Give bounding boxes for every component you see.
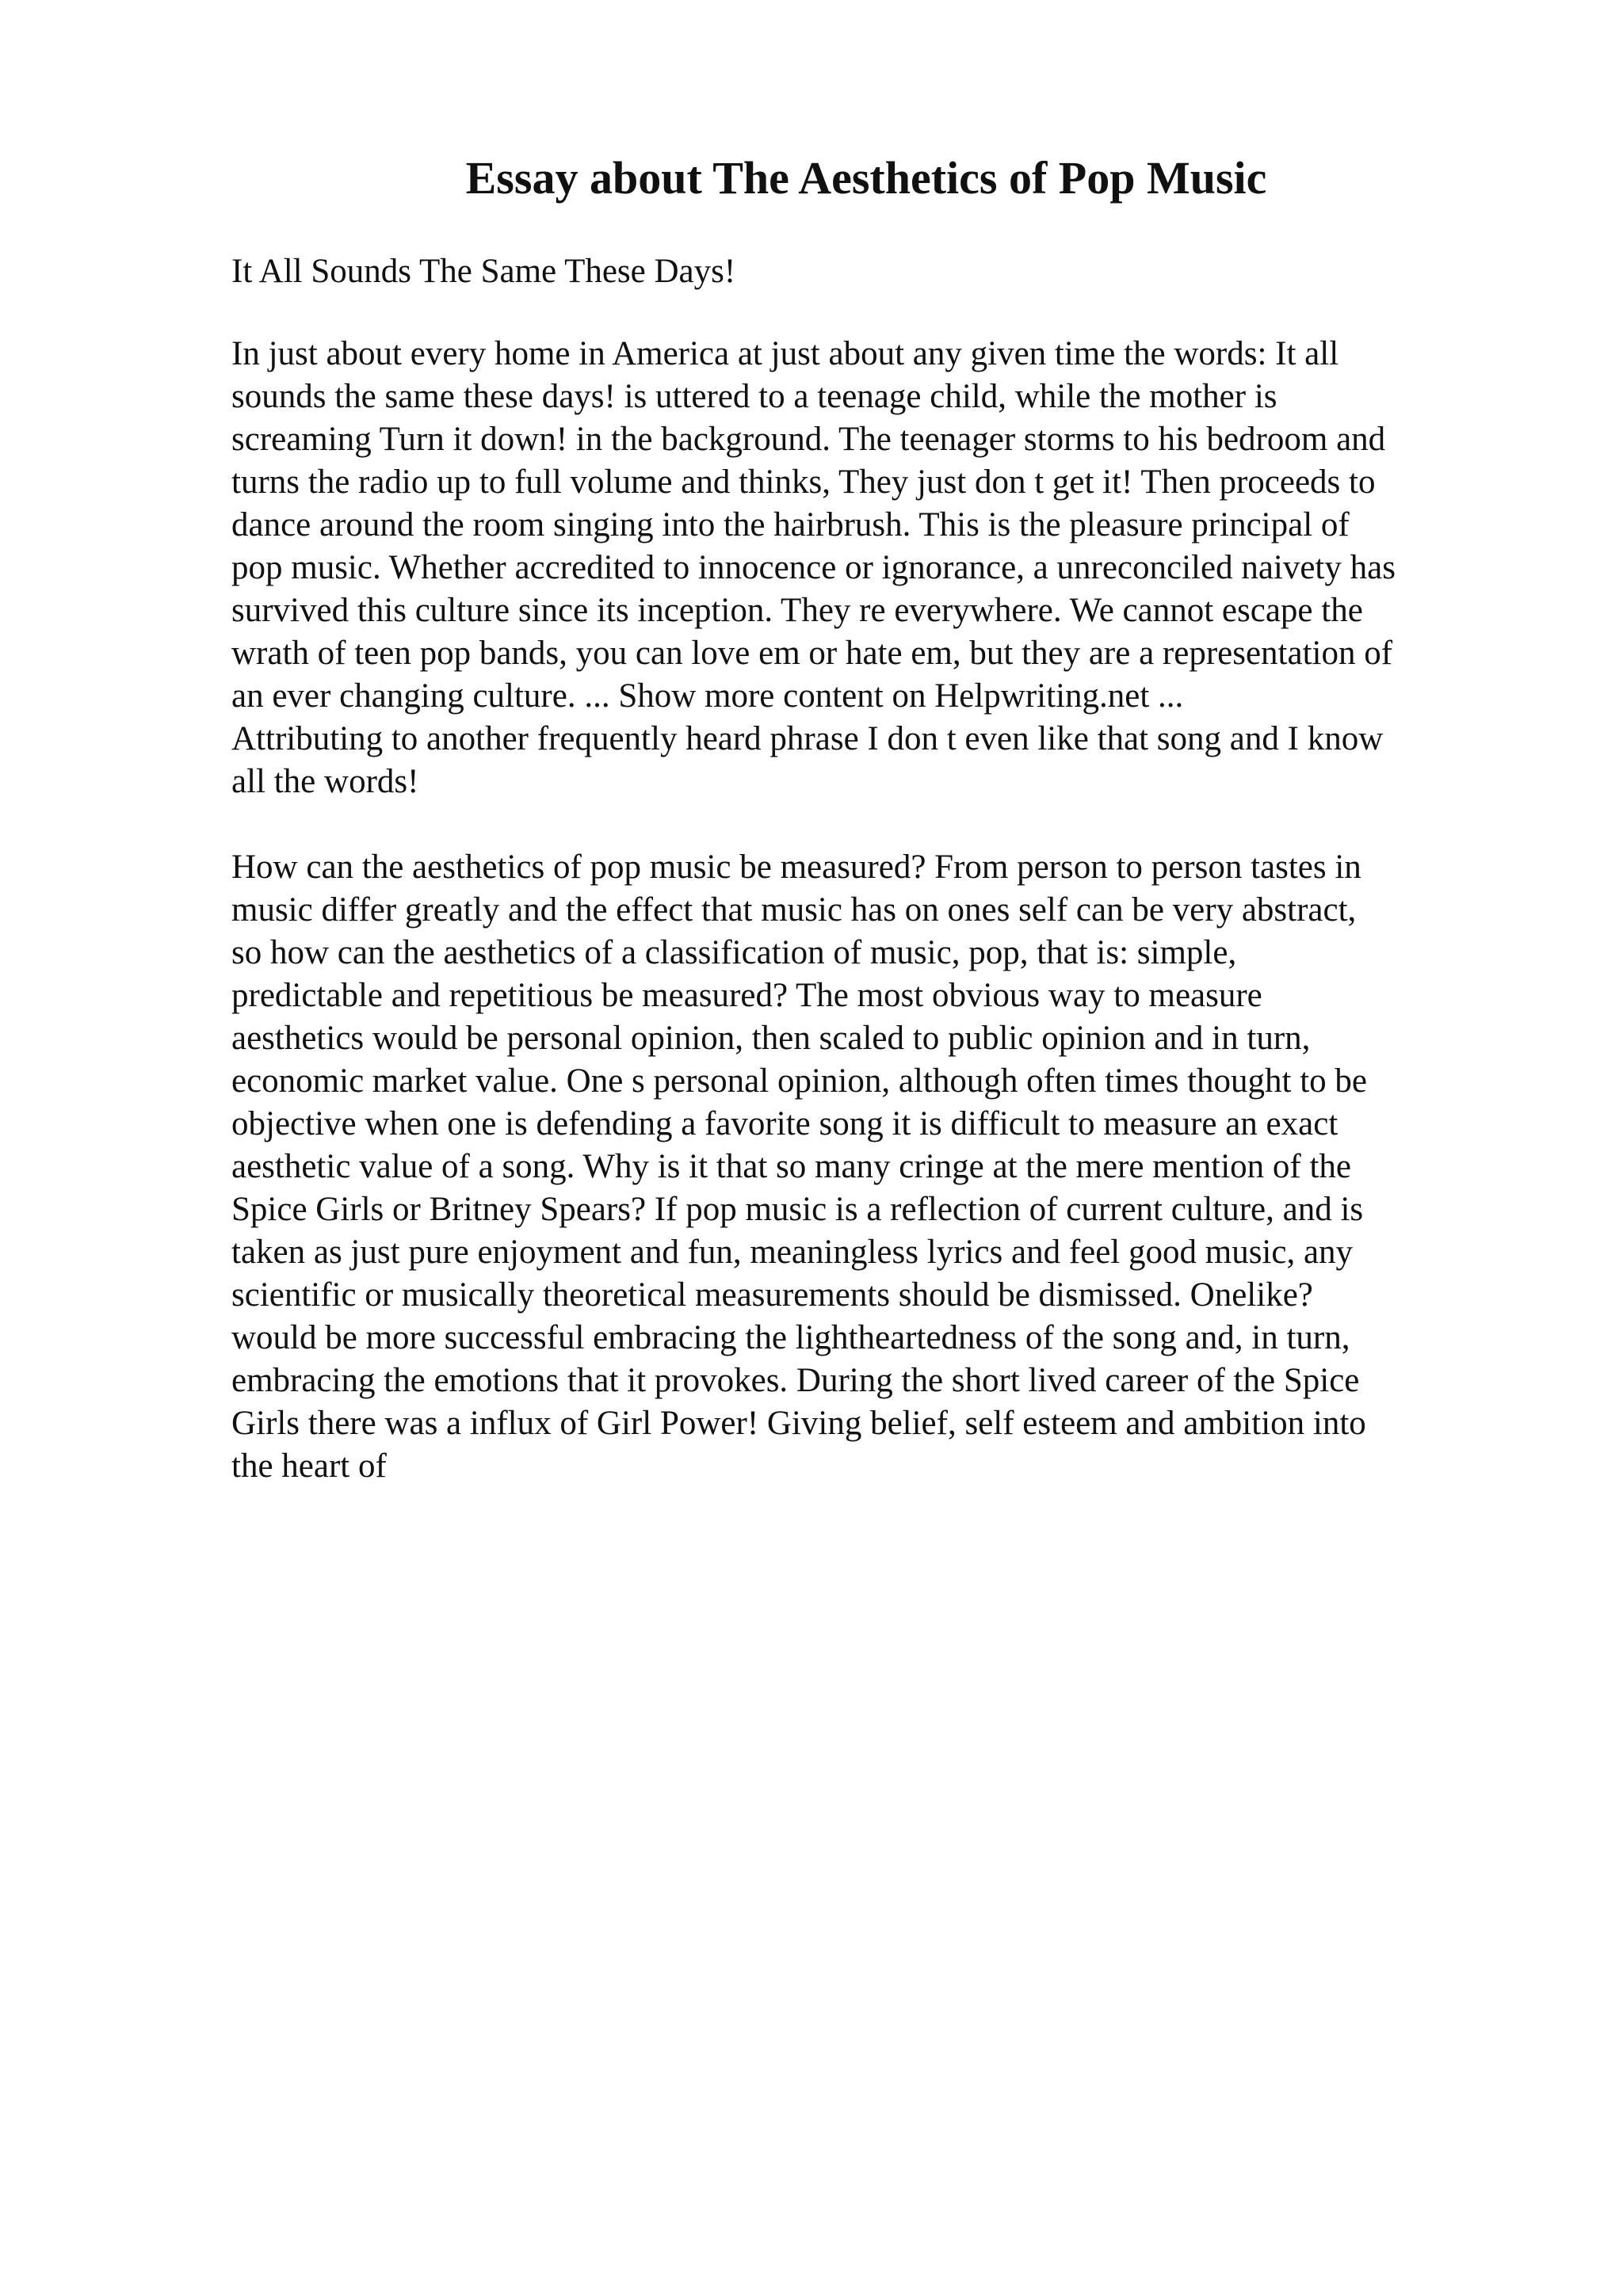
paragraph-2-line: How can the aesthetics of pop music be measured? From person to person tastes in	[231, 849, 1361, 886]
paragraph-2-line: objective when one is defending a favorite song it is difficult to measure an exact	[231, 1105, 1338, 1142]
paragraph-2-line: Spice Girls or Britney Spears? If pop music is a reflection of current culture, and is	[231, 1191, 1364, 1228]
paragraph-1-line: all the words!	[231, 763, 419, 800]
paragraph-2-line: taken as just pure enjoyment and fun, meaningless lyrics and feel good music, any	[231, 1234, 1354, 1271]
paragraph-2-line: embracing the emotions that it provokes. During the short lived career of the Spice	[231, 1362, 1360, 1399]
paragraph-1-line: wrath of teen pop bands, you can love em or hate em, but they are a representation of	[231, 635, 1393, 672]
paragraph-1-line: In just about every home in America at just about any given time the words: It all	[231, 335, 1339, 372]
paragraph-1-line: turns the radio up to full volume and thinks, They just don t get it! Then proceeds to	[231, 463, 1376, 501]
paragraph-1-line: sounds the same these days! is uttered to a teenage child, while the mother is	[231, 378, 1277, 415]
paragraph-2-line: aesthetic value of a song. Why is it that so many cringe at the mere mention of the	[231, 1148, 1352, 1185]
paragraph-2-line: aesthetics would be personal opinion, then scaled to public opinion and in turn,	[231, 1020, 1311, 1057]
paragraph-2-line: Girls there was a influx of Girl Power! Giving belief, self esteem and ambition into	[231, 1405, 1366, 1442]
paragraph-2-line: predictable and repetitious be measured? The most obvious way to measure	[231, 977, 1262, 1014]
paragraph-2-line: the heart of	[231, 1447, 387, 1485]
paragraph-2-line: music differ greatly and the effect that music has on ones self can be very abstract,	[231, 891, 1357, 929]
paragraph-2-line: scientific or musically theoretical measurements should be dismissed. Onelike?	[231, 1276, 1313, 1314]
paragraph-1-line: pop music. Whether accredited to innocence or ignorance, a unreconciled naivety has	[231, 549, 1396, 586]
paragraph-2-line: so how can the aesthetics of a classification of music, pop, that is: simple,	[231, 934, 1237, 971]
paragraph-1-line: screaming Turn it down! in the background. The teenager storms to his bedroom and	[231, 421, 1386, 458]
paragraph-1-line: survived this culture since its inception. They re everywhere. We cannot escape the	[231, 592, 1363, 629]
paragraph-2-line: economic market value. One s personal opinion, although often times thought to be	[231, 1062, 1368, 1100]
paragraph-1-line: an ever changing culture. ... Show more content on Helpwriting.net ...	[231, 677, 1184, 715]
paragraph-2-line: would be more successful embracing the lightheartedness of the song and, in turn,	[231, 1319, 1350, 1356]
paragraph-1-line: dance around the room singing into the hairbrush. This is the pleasure principal of	[231, 506, 1350, 543]
essay-subtitle: It All Sounds The Same These Days!	[231, 253, 736, 290]
paragraph-1-line: Attributing to another frequently heard phrase I don t even like that song and I know	[231, 720, 1384, 757]
essay-title: Essay about The Aesthetics of Pop Music	[465, 152, 1267, 204]
